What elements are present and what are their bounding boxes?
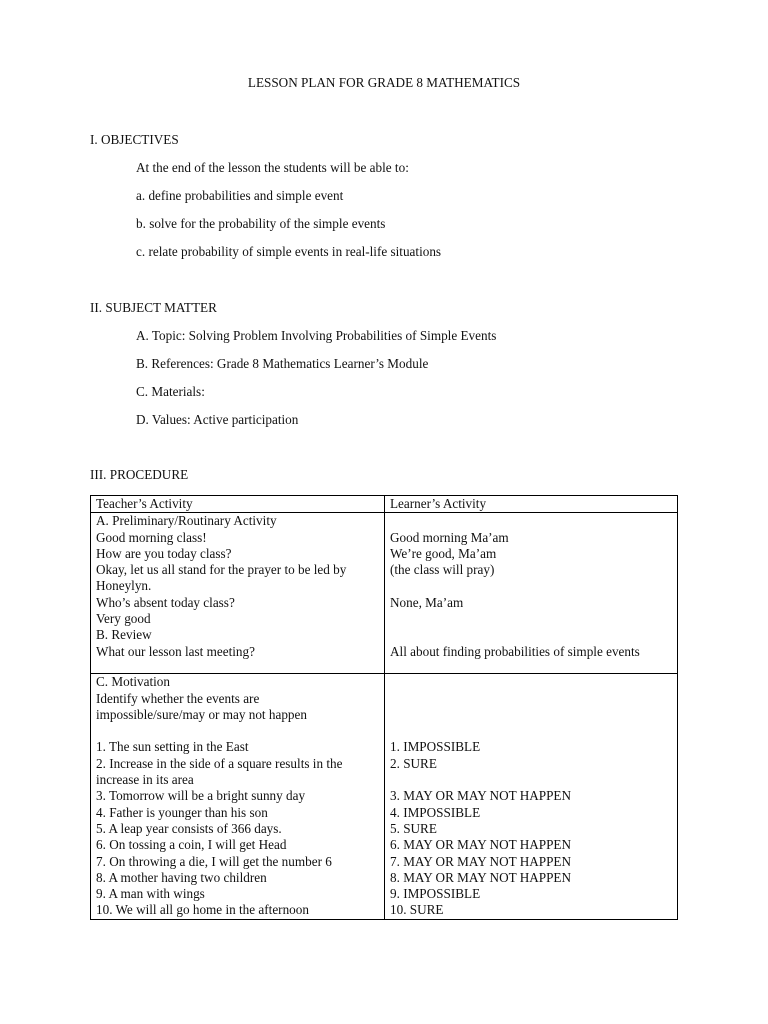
cell-line: How are you today class? <box>96 545 232 561</box>
cell-line: increase in its area <box>96 772 194 788</box>
cell-line: 2. Increase in the side of a square results in the <box>96 755 343 771</box>
cell-line: 2. SURE <box>390 755 437 771</box>
cell-line <box>96 723 379 739</box>
cell-line <box>390 627 672 643</box>
cell-line: 8. MAY OR MAY NOT HAPPEN <box>390 869 571 885</box>
col-learner-header: Learner’s Activity <box>385 496 678 513</box>
cell-line: All about finding probabilities of simple events <box>390 643 640 659</box>
objective-item: b. solve for the probability of the simple events <box>136 216 386 231</box>
objectives-intro: At the end of the lesson the students will be able to: <box>136 160 409 175</box>
subject-matter-item: A. Topic: Solving Problem Involving Probabilities of Simple Events <box>136 328 497 343</box>
cell-line: Honeylyn. <box>96 578 152 594</box>
cell-line: 8. A mother having two children <box>96 869 267 885</box>
cell-line: A. Preliminary/Routinary Activity <box>96 513 277 529</box>
cell-line: impossible/sure/may or may not happen <box>96 706 307 722</box>
row2-teacher-cell <box>91 674 385 919</box>
cell-line <box>390 611 672 627</box>
cell-line: 9. A man with wings <box>96 886 205 902</box>
cell-line: B. Review <box>96 627 152 643</box>
subject-matter-item: B. References: Grade 8 Mathematics Learner’s Module <box>136 356 429 371</box>
cell-line: C. Motivation <box>96 674 170 690</box>
cell-line: 4. IMPOSSIBLE <box>390 804 481 820</box>
cell-line: Good morning Ma’am <box>390 529 509 545</box>
subject-matter-item: D. Values: Active participation <box>136 412 299 427</box>
cell-line: None, Ma’am <box>390 594 464 610</box>
procedure-heading: III. PROCEDURE <box>90 467 189 482</box>
cell-line: Identify whether the events are <box>96 690 260 706</box>
cell-line: 6. On tossing a coin, I will get Head <box>96 837 287 853</box>
objectives-heading: I. OBJECTIVES <box>90 132 179 147</box>
cell-line: Okay, let us all stand for the prayer to be led by <box>96 562 347 578</box>
row2-learner-cell <box>385 674 678 919</box>
cell-line: 5. A leap year consists of 366 days. <box>96 820 282 836</box>
cell-line: 6. MAY OR MAY NOT HAPPEN <box>390 837 571 853</box>
cell-line: 1. IMPOSSIBLE <box>390 739 481 755</box>
cell-line: 3. Tomorrow will be a bright sunny day <box>96 788 306 804</box>
objective-item: c. relate probability of simple events in real-life situations <box>136 244 442 259</box>
table-row <box>91 513 678 674</box>
cell-line: Very good <box>96 611 151 627</box>
table-row <box>91 674 678 919</box>
cell-line: 10. SURE <box>390 902 444 918</box>
cell-line: 9. IMPOSSIBLE <box>390 886 481 902</box>
subject-matter-item: C. Materials: <box>136 384 205 399</box>
cell-line <box>390 513 672 529</box>
cell-line <box>390 707 672 723</box>
cell-line: 5. SURE <box>390 820 437 836</box>
cell-line: Who’s absent today class? <box>96 594 235 610</box>
cell-line: 3. MAY OR MAY NOT HAPPEN <box>390 788 571 804</box>
cell-line: 1. The sun setting in the East <box>96 739 249 755</box>
cell-line <box>390 723 672 739</box>
subject-matter-heading: II. SUBJECT MATTER <box>90 300 217 315</box>
table-header-row <box>91 496 678 513</box>
objective-item: a. define probabilities and simple event <box>136 188 344 203</box>
row1-teacher-cell <box>91 513 385 674</box>
cell-line <box>390 674 672 690</box>
row1-learner-cell <box>385 513 678 674</box>
cell-line <box>390 691 672 707</box>
cell-line: (the class will pray) <box>390 562 495 578</box>
cell-line <box>390 772 672 788</box>
cell-line: What our lesson last meeting? <box>96 643 255 659</box>
cell-line: 10. We will all go home in the afternoon <box>96 902 309 918</box>
cell-line: 4. Father is younger than his son <box>96 804 268 820</box>
cell-line: We’re good, Ma’am <box>390 545 497 561</box>
col-teacher-header: Teacher’s Activity <box>91 496 385 513</box>
document-title: LESSON PLAN FOR GRADE 8 MATHEMATICS <box>247 75 521 90</box>
procedure-table <box>90 495 678 920</box>
cell-line: 7. MAY OR MAY NOT HAPPEN <box>390 853 571 869</box>
cell-line <box>390 578 672 594</box>
cell-line: 7. On throwing a die, I will get the number 6 <box>96 853 332 869</box>
cell-line: Good morning class! <box>96 529 207 545</box>
